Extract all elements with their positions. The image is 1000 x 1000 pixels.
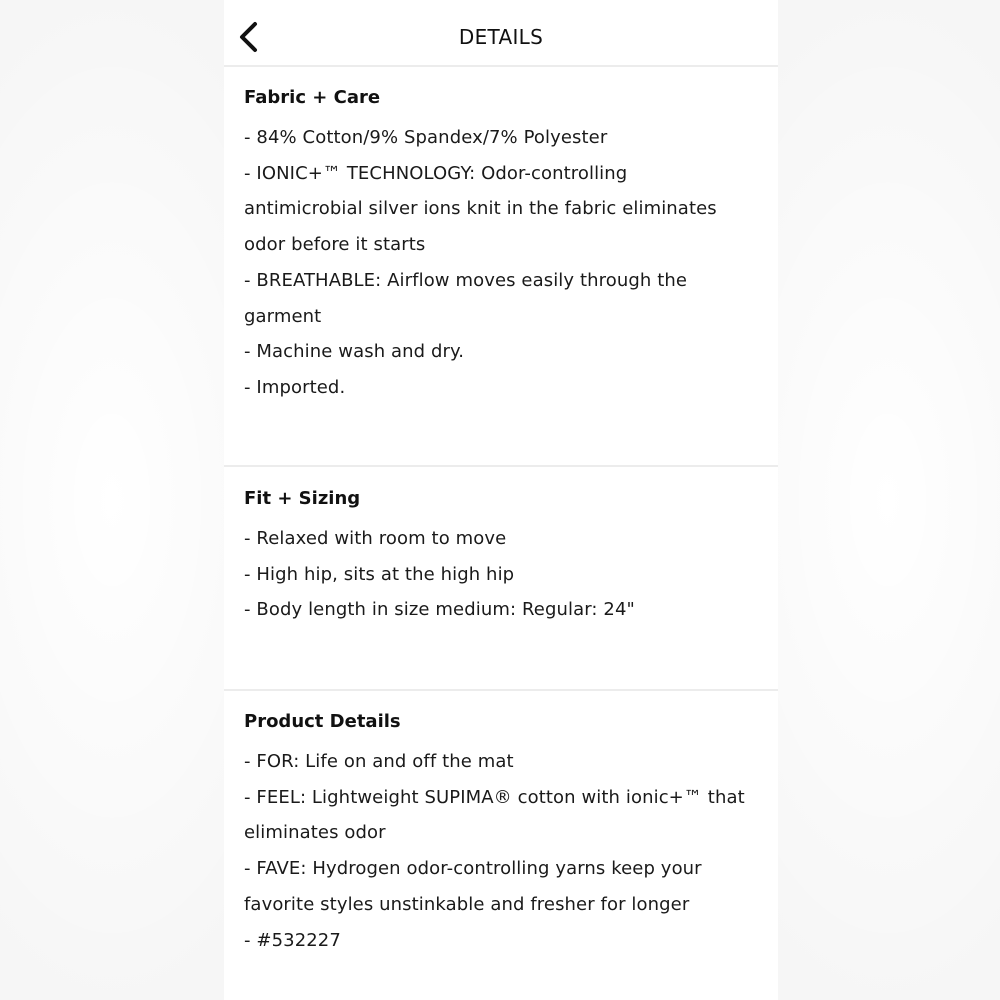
- detail-line: - Body length in size medium: Regular: 24": [244, 599, 635, 621]
- section-lines: [244, 744, 778, 958]
- details-screen: [224, 0, 778, 1000]
- detail-line: - Machine wash and dry.: [244, 341, 465, 363]
- detail-line: antimicrobial silver ions knit in the fabric eliminates: [244, 198, 717, 220]
- section-title: Fabric + Care: [244, 87, 381, 108]
- detail-line: - FAVE: Hydrogen odor-controlling yarns keep your: [244, 858, 702, 880]
- detail-line: garment: [244, 305, 322, 327]
- detail-line: - #532227: [244, 929, 341, 951]
- section-title: Product Details: [244, 711, 401, 732]
- detail-line: - Imported.: [244, 376, 346, 398]
- detail-line: - BREATHABLE: Airflow moves easily through the: [244, 269, 688, 291]
- detail-line: - FOR: Life on and off the mat: [244, 751, 514, 772]
- detail-line: - FEEL: Lightweight SUPIMA® cotton with ionic+™ that: [244, 786, 745, 808]
- detail-line: - IONIC+™ TECHNOLOGY: Odor-controlling: [244, 162, 628, 184]
- section-product-details: [224, 708, 778, 1000]
- page-title: DETAILS: [458, 25, 544, 49]
- section-fit-sizing: [224, 485, 778, 691]
- section-title: Fit + Sizing: [244, 488, 361, 509]
- detail-line: odor before it starts: [244, 234, 426, 256]
- section-fabric-care: [224, 84, 778, 467]
- detail-line: eliminates odor: [244, 822, 386, 844]
- detail-line: - Relaxed with room to move: [244, 528, 507, 549]
- section-lines: [244, 120, 778, 406]
- detail-line: - High hip, sits at the high hip: [244, 563, 515, 585]
- detail-line: - 84% Cotton/9% Spandex/7% Polyester: [244, 127, 608, 148]
- section-lines: [244, 521, 778, 628]
- header-bar: [224, 0, 778, 67]
- detail-line: favorite styles unstinkable and fresher for longer: [244, 893, 690, 915]
